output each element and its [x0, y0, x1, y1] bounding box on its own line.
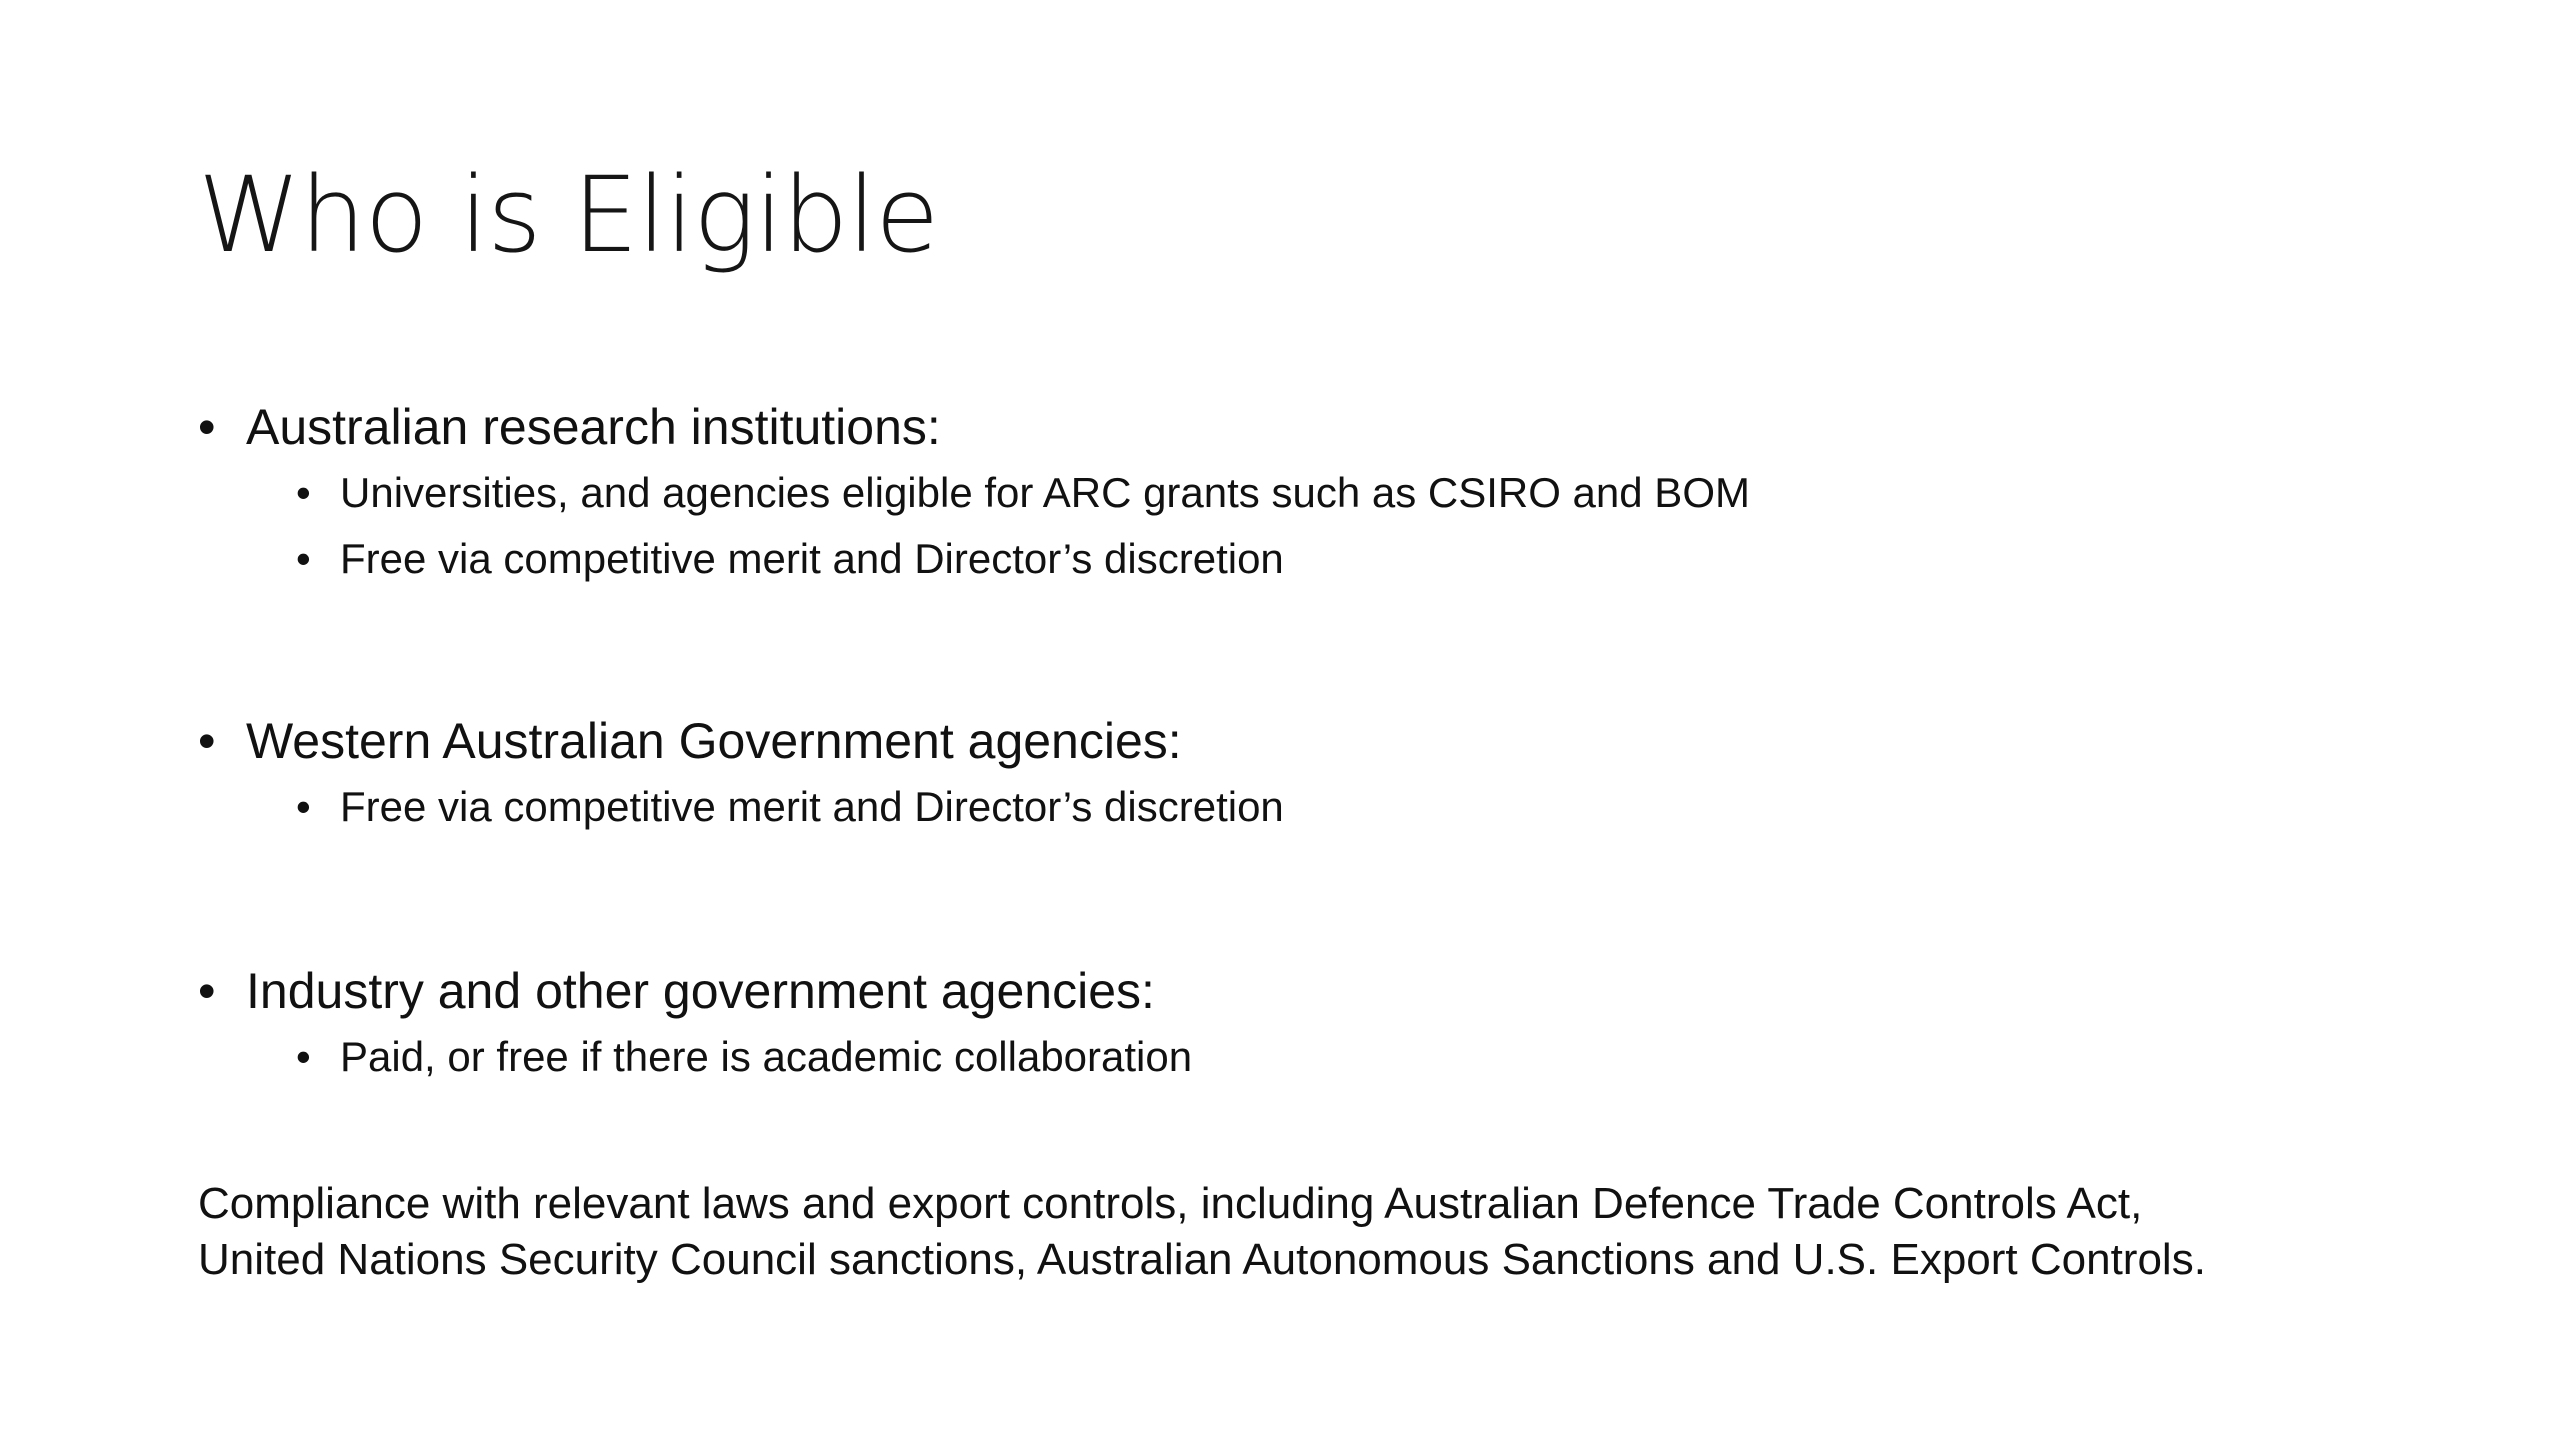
- sub-bullet-item: [296, 460, 1750, 526]
- bullet-item-wa-government: [198, 708, 1284, 774]
- bullet-item-industry: [198, 958, 1192, 1024]
- compliance-line-2: United Nations Security Council sanctions, Australian Autonomous Sanctions and U.S. Export Controls.: [198, 1235, 2206, 1284]
- group-heading: Western Australian Government agencies:: [246, 713, 1182, 769]
- bullet-glyph: •: [198, 963, 216, 1019]
- sub-bullet-glyph: •: [296, 1033, 311, 1080]
- slide-title: Who is Eligible: [198, 154, 939, 276]
- bullet-glyph: •: [198, 713, 216, 769]
- sub-bullet-text: Free via competitive merit and Director’s discretion: [340, 783, 1284, 830]
- sub-bullet-glyph: •: [296, 469, 311, 516]
- bullet-item-research-institutions: [198, 394, 1750, 460]
- bullet-glyph: •: [198, 399, 216, 455]
- eligibility-group-wa-government: [198, 708, 1284, 840]
- sub-bullet-glyph: •: [296, 783, 311, 830]
- eligibility-group-research: [198, 394, 1750, 592]
- compliance-note: [198, 1176, 2398, 1288]
- group-heading: Industry and other government agencies:: [246, 963, 1155, 1019]
- sub-bullet-item: [296, 774, 1284, 840]
- group-heading: Australian research institutions:: [246, 399, 941, 455]
- eligibility-group-industry: [198, 958, 1192, 1090]
- sub-bullet-item: [296, 1024, 1192, 1090]
- compliance-line-1: Compliance with relevant laws and export controls, including Australian Defence Trade Controls Act,: [198, 1179, 2143, 1228]
- sub-bullet-text: Paid, or free if there is academic collaboration: [340, 1033, 1193, 1080]
- sub-bullet-text: Universities, and agencies eligible for ARC grants such as CSIRO and BOM: [340, 469, 1750, 516]
- sub-bullet-item: [296, 526, 1750, 592]
- sub-bullet-glyph: •: [296, 535, 311, 582]
- sub-bullet-text: Free via competitive merit and Director’s discretion: [340, 535, 1284, 582]
